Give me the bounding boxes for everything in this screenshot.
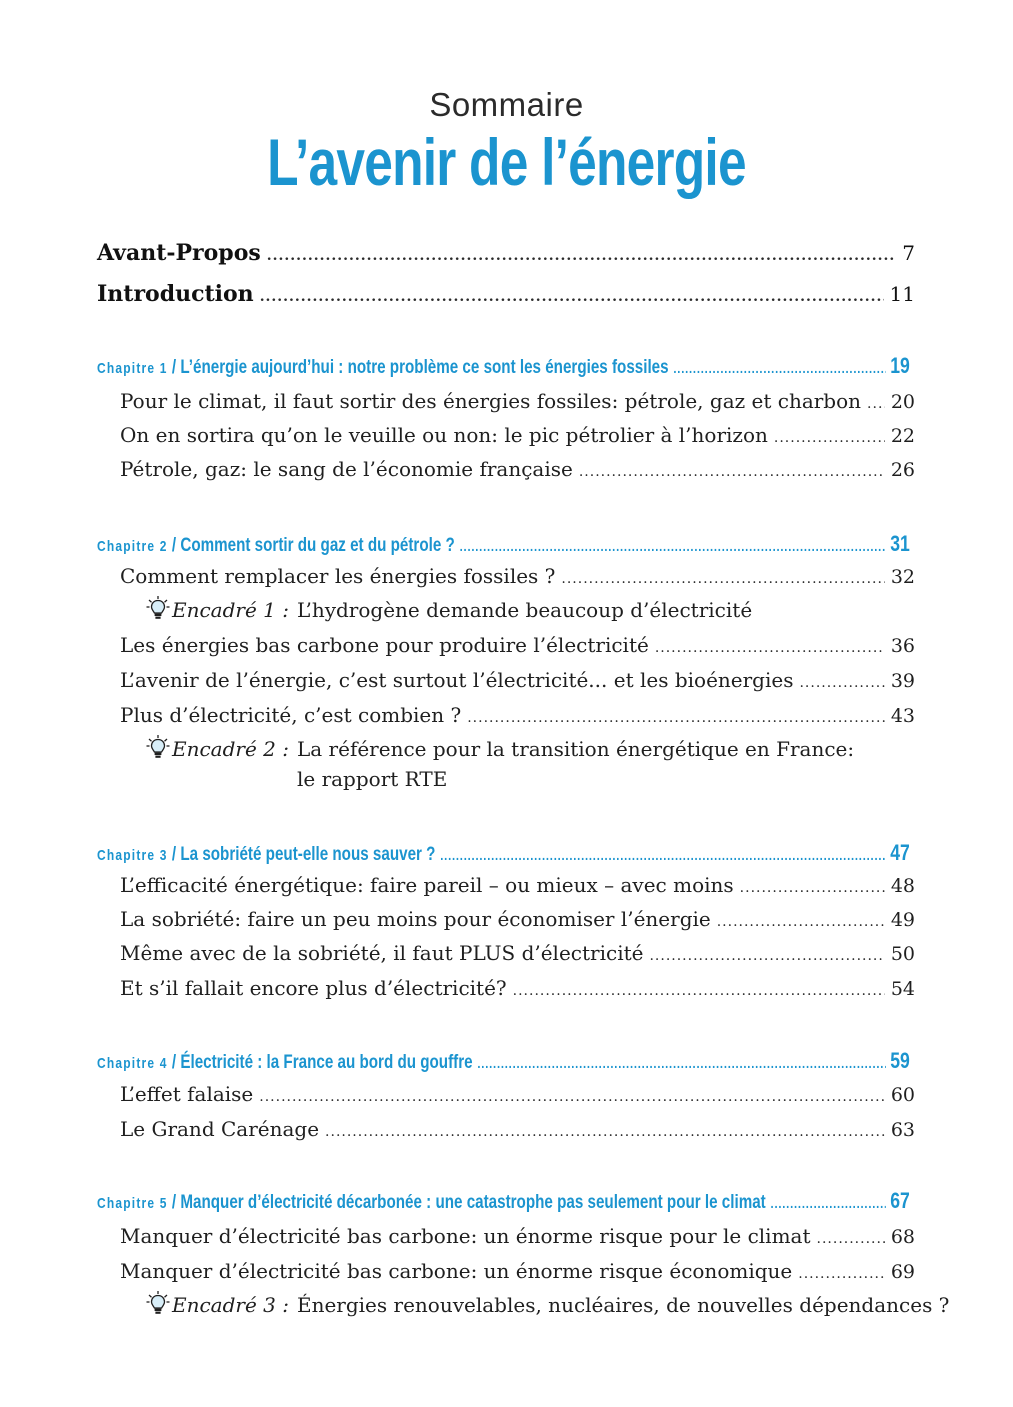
toc-page-number: 54 bbox=[890, 978, 915, 1000]
encadre-label: Encadré 2 : bbox=[172, 737, 289, 761]
toc-entry[interactable] bbox=[120, 907, 915, 931]
toc-entry[interactable] bbox=[120, 457, 915, 481]
toc-page-number: 20 bbox=[890, 391, 915, 413]
leader-dots bbox=[740, 880, 885, 896]
toc-page-number: 26 bbox=[890, 459, 915, 481]
leader-dots bbox=[799, 675, 884, 691]
toc-label: Avant-Propos bbox=[97, 240, 261, 266]
toc-label: Le Grand Carénage bbox=[120, 1117, 320, 1141]
toc-page-number: 69 bbox=[890, 1261, 915, 1283]
toc-entry[interactable] bbox=[120, 564, 915, 588]
lightbulb-icon bbox=[146, 595, 170, 621]
book-title: L’avenir de l’énergie bbox=[267, 125, 746, 199]
toc-label: On en sortira qu’on le veuille ou non: le pic pétrolier à l’horizon bbox=[120, 423, 768, 447]
chapter-page-number: 19 bbox=[890, 353, 910, 378]
chapter-number: Chapitre 2 bbox=[97, 538, 168, 555]
toc-label: Pétrole, gaz: le sang de l’économie française bbox=[120, 457, 573, 481]
leader-dots bbox=[460, 538, 886, 554]
toc-entry[interactable] bbox=[120, 633, 915, 657]
chapter-heading-4[interactable] bbox=[97, 1048, 910, 1074]
leader-dots bbox=[260, 289, 884, 305]
toc-page-number: 32 bbox=[890, 566, 915, 588]
lightbulb-icon bbox=[146, 1290, 170, 1316]
toc-page-number: 22 bbox=[890, 425, 915, 447]
toc-label: Même avec de la sobriété, il faut PLUS d’électricité bbox=[120, 941, 644, 965]
toc-entry[interactable] bbox=[120, 941, 915, 965]
encadre-box-2[interactable] bbox=[146, 734, 854, 794]
leader-dots bbox=[440, 847, 885, 863]
leader-dots bbox=[477, 1055, 885, 1071]
encadre-text-line: le rapport RTE bbox=[296, 767, 448, 791]
encadre-box-1[interactable] bbox=[146, 595, 752, 625]
encadre-label: Encadré 3 : bbox=[172, 1293, 289, 1317]
chapter-heading-3[interactable] bbox=[97, 840, 910, 866]
toc-entry[interactable] bbox=[120, 668, 915, 692]
toc-label: Les énergies bas carbone pour produire l’électricité bbox=[120, 633, 649, 657]
toc-page-number: 36 bbox=[890, 635, 915, 657]
leader-dots bbox=[817, 1231, 885, 1247]
toc-label: Plus d’électricité, c’est combien ? bbox=[120, 703, 462, 727]
toc-page-number: 68 bbox=[890, 1226, 915, 1248]
toc-entry[interactable] bbox=[120, 976, 915, 1000]
toc-entry[interactable] bbox=[120, 1259, 915, 1283]
encadre-box-3[interactable] bbox=[146, 1290, 949, 1320]
toc-entry[interactable] bbox=[120, 389, 915, 413]
toc-label: La sobriété: faire un peu moins pour économiser l’énergie bbox=[120, 907, 711, 931]
toc-label: Et s’il fallait encore plus d’électricité? bbox=[120, 976, 507, 1000]
encadre-label: Encadré 1 : bbox=[172, 598, 289, 622]
chapter-number: Chapitre 1 bbox=[97, 360, 168, 377]
chapter-heading-2[interactable] bbox=[97, 531, 910, 557]
encadre-text bbox=[297, 734, 854, 794]
chapter-heading-1[interactable] bbox=[97, 353, 910, 379]
encadre-text: Énergies renouvelables, nucléaires, de nouvelles dépendances ? bbox=[296, 1293, 950, 1317]
leader-dots bbox=[655, 640, 885, 656]
chapter-page-number: 59 bbox=[890, 1048, 910, 1073]
leader-dots bbox=[649, 948, 884, 964]
leader-dots bbox=[717, 914, 885, 930]
chapter-page-number: 67 bbox=[890, 1188, 910, 1213]
toc-entry[interactable] bbox=[120, 1117, 915, 1141]
chapter-title: / L’énergie aujourd’hui : notre problème ce sont les énergies fossiles bbox=[167, 357, 669, 378]
toc-page-number: 48 bbox=[890, 875, 915, 897]
leader-dots bbox=[325, 1124, 885, 1140]
toc-label: L’avenir de l’énergie, c’est surtout l’électricité... et les bioénergies bbox=[120, 668, 794, 692]
chapter-number: Chapitre 4 bbox=[97, 1055, 168, 1072]
leader-dots bbox=[771, 1195, 886, 1211]
toc-page-number: 43 bbox=[890, 705, 915, 727]
toc-label: L’efficacité énergétique: faire pareil – ou mieux – avec moins bbox=[120, 873, 734, 897]
leader-dots bbox=[867, 396, 885, 412]
toc-page-number: 7 bbox=[902, 241, 915, 265]
leader-dots bbox=[673, 360, 885, 376]
leader-dots bbox=[267, 248, 897, 264]
encadre-text: L’hydrogène demande beaucoup d’électricité bbox=[296, 598, 753, 622]
toc-entry[interactable] bbox=[120, 423, 915, 447]
chapter-heading-5[interactable] bbox=[97, 1188, 910, 1214]
toc-label: Pour le climat, il faut sortir des énergies fossiles: pétrole, gaz et charbon bbox=[120, 389, 862, 413]
toc-label: Comment remplacer les énergies fossiles ? bbox=[120, 564, 556, 588]
chapter-number: Chapitre 3 bbox=[97, 847, 168, 864]
chapter-page-number: 47 bbox=[890, 840, 910, 865]
toc-entry[interactable] bbox=[120, 1224, 915, 1248]
leader-dots bbox=[259, 1089, 885, 1105]
leader-dots bbox=[513, 983, 885, 999]
chapter-title: / Comment sortir du gaz et du pétrole ? bbox=[167, 535, 455, 556]
toc-page-number: 50 bbox=[890, 943, 915, 965]
toc-page-number: 63 bbox=[890, 1119, 915, 1141]
leader-dots bbox=[561, 571, 884, 587]
toc-entry[interactable] bbox=[120, 1082, 915, 1106]
toc-label: Manquer d’électricité bas carbone: un énorme risque économique bbox=[120, 1259, 793, 1283]
leader-dots bbox=[774, 430, 885, 446]
encadre-text-line: La référence pour la transition énergétique en France: bbox=[296, 737, 855, 761]
toc-label: Manquer d’électricité bas carbone: un énorme risque pour le climat bbox=[120, 1224, 811, 1248]
page-supertitle: Sommaire bbox=[429, 86, 584, 123]
leader-dots bbox=[579, 464, 885, 480]
chapter-number: Chapitre 5 bbox=[97, 1195, 168, 1212]
toc-page-number: 11 bbox=[889, 282, 915, 306]
lightbulb-icon bbox=[146, 734, 170, 760]
toc-page-number: 60 bbox=[890, 1084, 915, 1106]
toc-entry-introduction[interactable] bbox=[97, 281, 915, 307]
chapter-page-number: 31 bbox=[890, 531, 910, 556]
chapter-title: / La sobriété peut-elle nous sauver ? bbox=[167, 844, 436, 865]
toc-page-number: 49 bbox=[890, 909, 915, 931]
toc-label: L’effet falaise bbox=[120, 1082, 254, 1106]
toc-entry[interactable] bbox=[120, 873, 915, 897]
toc-page-number: 39 bbox=[890, 670, 915, 692]
toc-entry[interactable] bbox=[120, 703, 915, 727]
chapter-title: / Électricité : la France au bord du gouffre bbox=[167, 1052, 473, 1073]
toc-entry-avant-propos[interactable] bbox=[97, 240, 915, 266]
toc-label: Introduction bbox=[97, 281, 254, 307]
leader-dots bbox=[798, 1266, 885, 1282]
chapter-title: / Manquer d’électricité décarbonée : une catastrophe pas seulement pour le climat bbox=[167, 1192, 766, 1213]
leader-dots bbox=[467, 710, 885, 726]
